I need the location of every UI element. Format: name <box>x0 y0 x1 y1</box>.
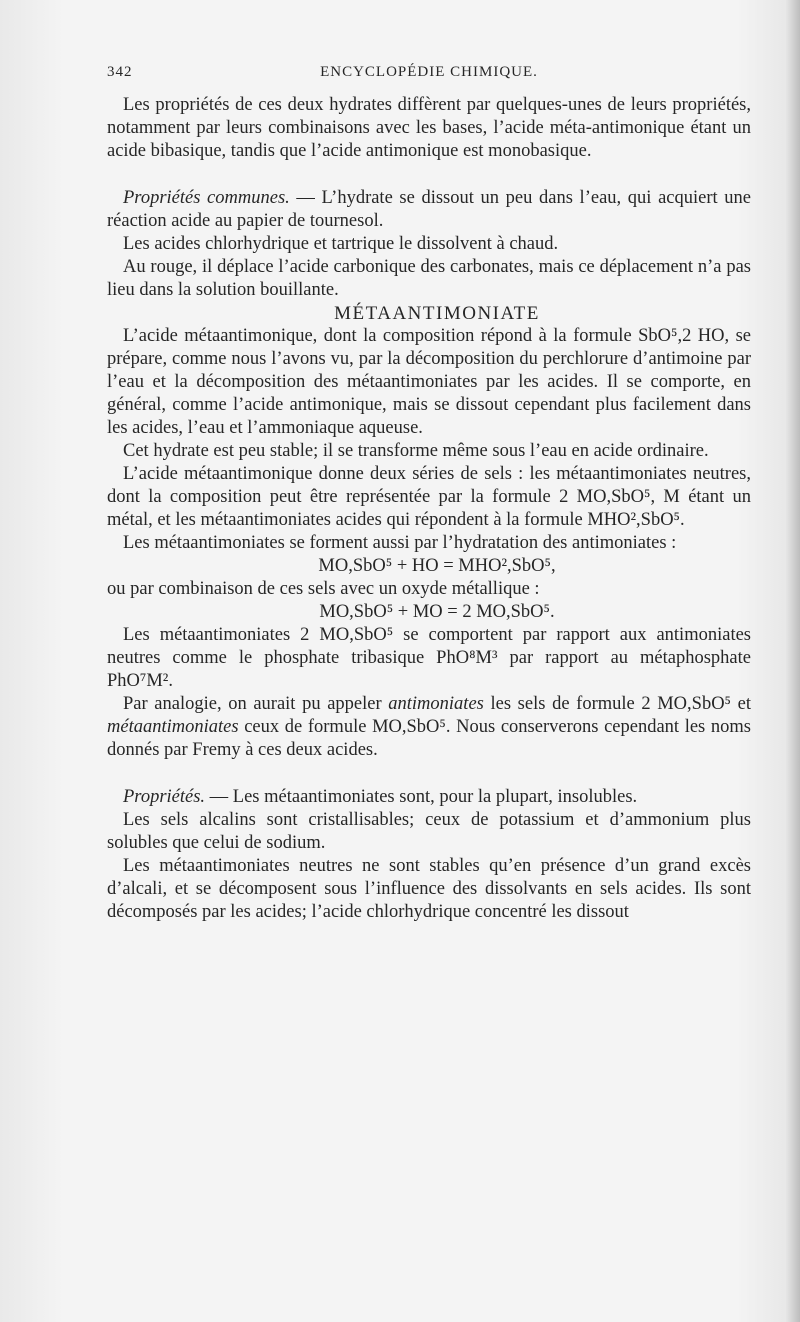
paragraph-neutral-stability: Les métaantimoniates neutres ne sont stables qu’en présence d’un grand excès d’alcali, et se décomposent sous l’influence des dissolvants en sels acides. Ils sont décomposés par les acides; l’acide chlorhydrique concentré les dissout <box>107 856 751 922</box>
common-properties-label: Propriétés communes. <box>123 188 290 208</box>
running-title: ENCYCLOPÉDIE CHIMIQUE. <box>320 64 538 80</box>
page-body <box>107 94 751 924</box>
page-header <box>107 64 751 88</box>
paragraph-red-heat: Au rouge, il déplace l’acide carbonique des carbonates, mais ce déplacement n’a pas lieu dans la solution bouillante. <box>107 257 751 300</box>
paragraph-naming <box>107 693 751 762</box>
paragraph-salt-series: L’acide métaantimonique donne deux séries de sels : les métaantimoniates neutres, dont la composition peut être représentée par la formule 2 MO,SbO⁵, M étant un métal, et les métaantimoniates acides qui répondent à la formule MHO²,SbO⁵. <box>107 464 751 530</box>
section-title: MÉTAANTIMONIATE <box>334 303 540 324</box>
paragraph-metaantimonic-acid: L’acide métaantimonique, dont la composition répond à la formule SbO⁵,2 HO, se prépare, comme nous l’avons vu, par la décomposition du perchlorure d’antimoine par l’eau et la décomposition des métaantimoniates par les acides. Il se comporte, en général, comme l’acide antimonique, mais se dissout cependant plus facilement dans les acides, l’eau et l’ammoniaque aqueuse. <box>107 326 751 438</box>
naming-text-c: ceux de formule MO,SbO⁵. Nous conserverons cependant les noms donnés par Fremy à ces deux acides. <box>107 717 751 760</box>
naming-text-a: Par analogie, on aurait pu appeler <box>123 694 389 714</box>
paragraph-common-properties <box>107 187 751 233</box>
page-edge-shadow <box>786 0 800 1322</box>
term-antimoniates: antimoniates <box>388 694 484 714</box>
paragraph-combination: ou par combinaison de ces sels avec un oxyde métallique : <box>107 579 540 599</box>
paragraph-acids-dissolve: Les acides chlorhydrique et tartrique le dissolvent à chaud. <box>123 234 559 254</box>
paragraph-hydrate-stability: Cet hydrate est peu stable; il se transforme même sous l’eau en acide ordinaire. <box>123 441 709 461</box>
naming-text-b: les sels de formule 2 MO,SbO⁵ et <box>483 694 751 714</box>
properties-text: — Les métaantimoniates sont, pour la plupart, insolubles. <box>205 787 638 807</box>
paragraph-hydrate-properties: Les propriétés de ces deux hydrates diffèrent par quelques-unes de leurs propriétés, notamment par leurs combinaisons avec les bases, l’acide méta-antimonique étant un acide bibasique, tandis que l’acide antimonique est monobasique. <box>107 95 751 161</box>
paragraph-phosphate-analogy: Les métaantimoniates 2 MO,SbO⁵ se comportent par rapport aux antimoniates neutres comme le phosphate tribasique PhO⁸M³ par rapport au métaphosphate PhO⁷M². <box>107 625 751 691</box>
common-properties-text: — L’hydrate se dissout un peu dans l’eau, qui acquiert une réaction acide au papier de tournesol. <box>107 188 751 231</box>
formula-combination: MO,SbO⁵ + MO = 2 MO,SbO⁵. <box>319 602 555 622</box>
paragraph-properties <box>107 786 751 809</box>
properties-label: Propriétés. <box>123 787 206 807</box>
paragraph-hydration: Les métaantimoniates se forment aussi par l’hydratation des antimoniates : <box>123 533 677 553</box>
page-number: 342 <box>107 64 133 80</box>
paragraph-alkaline-salts: Les sels alcalins sont cristallisables; ceux de potassium et d’ammonium plus solubles que celui de sodium. <box>107 810 751 853</box>
formula-hydration: MO,SbO⁵ + HO = MHO²,SbO⁵, <box>318 556 556 576</box>
term-metaantimoniates: métaantimoniates <box>107 717 239 737</box>
